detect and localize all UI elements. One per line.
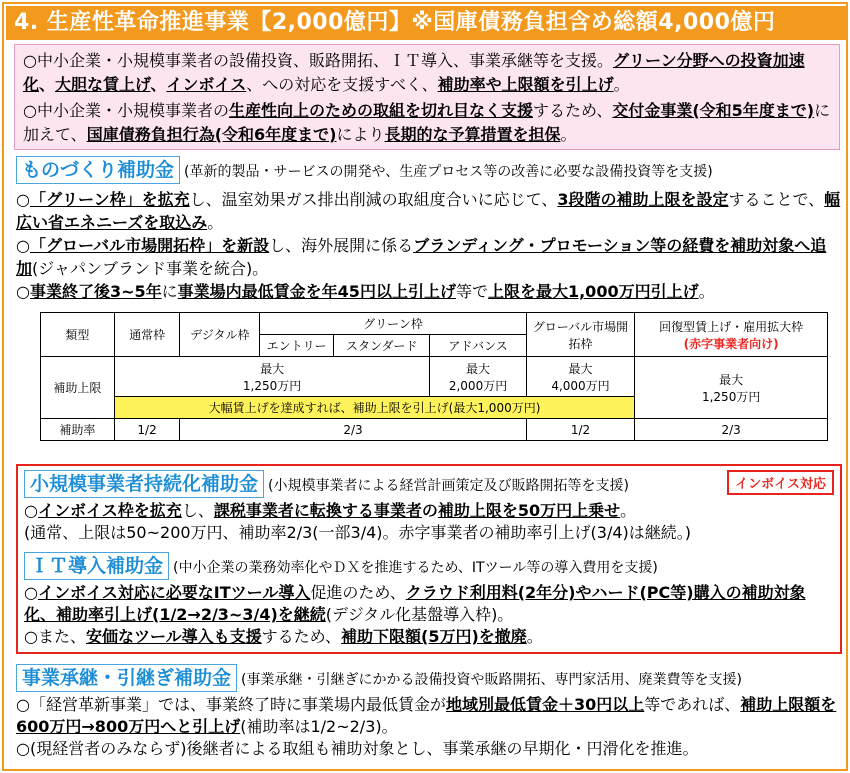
text: ○ — [16, 282, 30, 301]
text: (補助率は1/2~2/3)。 — [240, 717, 398, 736]
emphasis: 幅広い省エネニーズを取込み — [16, 190, 841, 232]
table-header-recovery — [635, 313, 828, 357]
intro-box — [14, 44, 840, 150]
table-header-type: 類型 — [41, 313, 115, 357]
text: ○「経営革新事業」では、事業終了時に事業場内最低賃金が — [16, 695, 446, 714]
text: 、への対応を支援すべく、 — [246, 75, 438, 94]
text: 等であれば、 — [644, 695, 741, 714]
emphasis: ブランディング・プロモーション等の経費を補助対象へ追加 — [16, 236, 827, 278]
emphasis: 事業場内最低賃金を年45円以上引上げ — [177, 282, 456, 301]
emphasis: 地域別最低賃金＋30円以上 — [445, 695, 645, 714]
emphasis: 補助上限額を600万円→800万円へと引上げ — [16, 695, 837, 736]
emphasis: 長期的な予算措置を担保 — [384, 125, 561, 144]
succession-line-2: ○(現経営者のみならず)後継者による取組も補助対象とし、事業承継の早期化・円滑化を推進。 — [16, 739, 699, 758]
table-cell-advance-limit: 最大 4,000万円 — [526, 357, 635, 397]
emphasis: 「グリーン枠」を拡充 — [29, 190, 190, 209]
text: の — [421, 501, 438, 520]
text: 。 — [698, 282, 715, 301]
jizokuka-line-1 — [24, 500, 834, 522]
text: (デジタル化基盤導入枠)。 — [325, 605, 514, 624]
monodukuri-line-2 — [16, 234, 842, 280]
table-header-global: グローバル市場開拓枠 — [526, 313, 635, 357]
table-row-label-limit: 補助上限 — [41, 357, 115, 419]
text: により — [336, 125, 385, 144]
text: 促進のため、 — [310, 583, 406, 602]
recovery-note: (赤字事業者向け) — [683, 336, 779, 351]
text: ○ — [16, 236, 30, 255]
it-title: ＩＴ導入補助金 — [24, 552, 169, 580]
text: するため、 — [532, 101, 613, 120]
text: ○ — [24, 583, 38, 602]
text: 、 — [150, 75, 167, 94]
text: (ジャパンブランド事業を統合)。 — [32, 259, 269, 278]
emphasis: 課税事業者に転換する事業者 — [213, 501, 422, 520]
it-line-1 — [24, 582, 834, 626]
emphasis: 上限を最大1,000万円引上げ — [487, 282, 699, 301]
text: 、 — [39, 75, 56, 94]
jizokuka-line-2: (通常、上限は50~200万円、補助率2/3(一部3/4)。赤字事業者の補助率引上げ(3/4)は継続。) — [24, 523, 692, 542]
jizokuka-desc: (小規模事業者による経営計画策定及び販路開拓等を支援) — [268, 478, 629, 494]
text: し、海外展開に係る — [269, 236, 414, 255]
text: するため、 — [261, 627, 342, 646]
table-header-advance: アドバンス — [430, 335, 526, 357]
succession-line-1 — [16, 694, 842, 738]
table-header-standard: スタンダード — [334, 335, 430, 357]
text: 。 — [207, 213, 224, 232]
emphasis: 安価なツール導入も支援 — [85, 627, 262, 646]
it-desc: (中小企業の業務効率化やＤＸを推進するため、ITツール等の導入費用を支援) — [173, 560, 658, 576]
table-row — [41, 357, 828, 397]
table-cell-normal-limit: 最大 1,250万円 — [114, 357, 430, 397]
text: 等で — [455, 282, 488, 301]
text: し、温室効果ガス排出削減の取組度合いに応じて、 — [189, 190, 558, 209]
monodukuri-desc: (革新的製品・サービスの開発や、生産プロセス等の改善に必要な設備投資等を支援) — [184, 164, 713, 180]
emphasis: 国庫債務負担行為(令和6年度まで) — [86, 125, 337, 144]
text: 。 — [620, 501, 637, 520]
table-cell-rate-global: 1/2 — [526, 419, 635, 441]
monodukuri-title: ものづくり補助金 — [16, 156, 180, 184]
table-cell-recovery-limit: 最大 1,250万円 — [635, 357, 828, 419]
text: することで、 — [728, 190, 825, 209]
text: に — [161, 282, 178, 301]
text: 回復型賃上げ・雇用拡大枠 — [659, 319, 804, 334]
succession-desc: (事業承継・引継ぎにかかる設備投資や販路開拓、専門家活用、廃業費等を支援) — [241, 672, 742, 688]
intro-paragraph-1 — [23, 49, 831, 97]
emphasis: インボイス対応に必要なITツール導入 — [37, 583, 311, 602]
emphasis: 交付金事業(令和5年度まで) — [612, 101, 815, 120]
succession-title: 事業承継・引継ぎ補助金 — [16, 664, 237, 692]
text: ○ — [16, 190, 30, 209]
emphasis: 大胆な賃上げ — [55, 75, 151, 94]
emphasis: 3段階の補助上限を設定 — [557, 190, 729, 209]
text: に加えて、 — [23, 101, 831, 144]
jizokuka-title: 小規模事業者持続化補助金 — [24, 470, 264, 498]
it-line-2 — [24, 626, 834, 648]
emphasis: 生産性向上のための取組を切れ目なく支援 — [228, 101, 533, 120]
table-cell-rate-mid: 2/3 — [180, 419, 526, 441]
table-row — [41, 313, 828, 335]
monodukuri-section — [16, 156, 842, 303]
intro-paragraph-2 — [23, 99, 831, 147]
text: ○また、 — [24, 627, 86, 646]
invoice-badge: インボイス対応 — [727, 470, 834, 495]
succession-section — [16, 664, 842, 760]
monodukuri-line-3 — [16, 280, 842, 303]
emphasis: 事業終了後3~5年 — [29, 282, 162, 301]
emphasis: 補助率や上限額を引上げ — [437, 75, 614, 94]
table-header-green: グリーン枠 — [260, 313, 526, 335]
table-cell-wage-note: 大幅賃上げを達成すれば、補助上限を引上げ(最大1,000万円) — [114, 397, 635, 419]
table-cell-rate-normal: 1/2 — [114, 419, 180, 441]
text: ○中小企業・小規模事業者の — [23, 101, 229, 120]
table-row — [41, 419, 828, 441]
emphasis: インボイス — [166, 75, 247, 94]
text: し、 — [181, 501, 214, 520]
table-row-label-rate: 補助率 — [41, 419, 115, 441]
text: ○中小企業・小規模事業者の設備投資、販路開拓、ＩＴ導入、事業承継等を支援。 — [23, 51, 613, 70]
text: 。 — [613, 75, 630, 94]
emphasis: インボイス枠を拡充 — [37, 501, 182, 520]
emphasis: 補助上限を50万円上乗せ — [437, 501, 621, 520]
emphasis: グリーン分野への投資加速化 — [23, 51, 805, 94]
text: ○ — [24, 501, 38, 520]
page-frame — [2, 2, 848, 771]
text: 。 — [560, 125, 577, 144]
table-header-entry: エントリー — [260, 335, 334, 357]
page-title: 4. 生産性革命推進事業【2,000億円】※国庫債務負担含め総額4,000億円 — [6, 6, 848, 40]
emphasis: クラウド利用料(2年分)やハード(PC等)購入の補助対象化、補助率引上げ(1/2→2/3~3/4)を継続 — [24, 583, 806, 624]
table-cell-rate-recovery: 2/3 — [635, 419, 828, 441]
table-cell-standard-limit: 最大 2,000万円 — [430, 357, 526, 397]
table-header-normal: 通常枠 — [114, 313, 180, 357]
table-header-digital: デジタル枠 — [180, 313, 260, 357]
monodukuri-line-1 — [16, 188, 842, 234]
invoice-box — [16, 464, 842, 654]
subsidy-table — [40, 312, 828, 441]
text: 。 — [526, 627, 543, 646]
emphasis: 補助下限額(5万円)を撤廃 — [341, 627, 527, 646]
emphasis: 「グローバル市場開拓枠」を新設 — [29, 236, 270, 255]
